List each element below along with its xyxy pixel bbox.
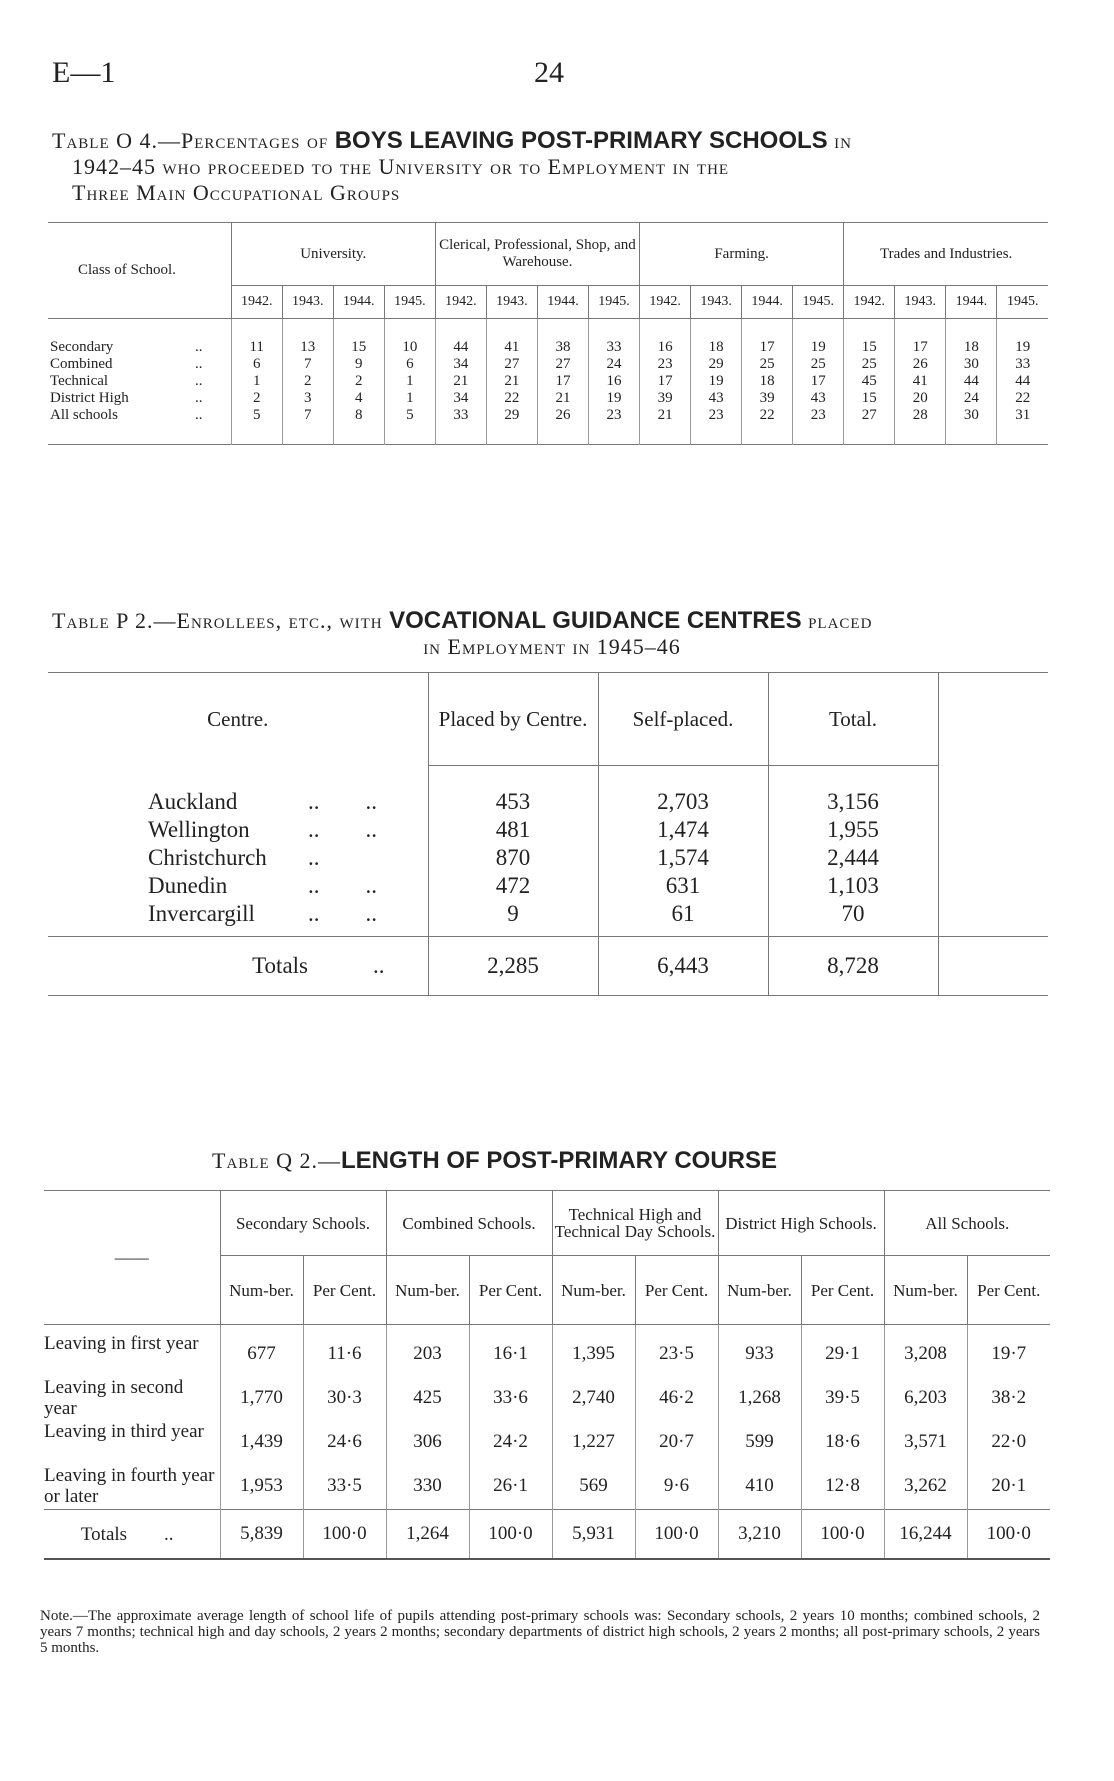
caption-line-2: 1942–45 who proceeded to the University or to Employment in the xyxy=(72,154,730,179)
value-cell: 569 xyxy=(552,1465,635,1510)
row-label-cell xyxy=(48,872,428,900)
value-cell: 23 xyxy=(793,407,844,424)
value-cell: 1,770 xyxy=(220,1377,303,1421)
value-cell: 25 xyxy=(793,356,844,373)
value-cell: 933 xyxy=(718,1333,801,1377)
page-section-code: E—1 xyxy=(52,56,116,89)
year-header: 1943. xyxy=(895,286,946,319)
group-header: Secondary Schools. xyxy=(220,1191,386,1256)
value-cell: 6 xyxy=(231,356,282,373)
value-cell: 31 xyxy=(997,407,1048,424)
value-cell: 23·5 xyxy=(635,1333,718,1377)
value-cell: 1 xyxy=(384,390,435,407)
value-cell: 29 xyxy=(486,407,537,424)
leader-dots: .. xyxy=(195,356,203,372)
caption-bold: BOYS LEAVING POST-PRIMARY SCHOOLS xyxy=(334,127,828,154)
value-cell: 33 xyxy=(997,356,1048,373)
percent-header: Per Cent. xyxy=(303,1256,386,1325)
page-number: 24 xyxy=(534,56,564,89)
leader-dots: .. xyxy=(308,845,320,870)
value-cell: 1 xyxy=(384,373,435,390)
value-cell: 19 xyxy=(793,339,844,356)
number-header: Num-ber. xyxy=(552,1256,635,1325)
value-cell: 19·7 xyxy=(967,1333,1050,1377)
row-label: Wellington xyxy=(148,817,250,842)
leader-dots: .. xyxy=(195,373,203,389)
caption-prefix: Table O 4.—Percentages of xyxy=(52,128,329,153)
value-cell: 1,439 xyxy=(220,1421,303,1465)
spacer-row xyxy=(48,766,1048,789)
leader-dots: .. .. xyxy=(308,817,377,842)
value-cell: 29 xyxy=(691,356,742,373)
value-cell: 22 xyxy=(997,390,1048,407)
year-header: 1945. xyxy=(997,286,1048,319)
year-header: 1943. xyxy=(282,286,333,319)
table-row xyxy=(48,900,1048,928)
row-label: Totals xyxy=(252,953,308,978)
value-cell: 39 xyxy=(742,390,793,407)
row-label-cell xyxy=(48,937,428,996)
number-header: Num-ber. xyxy=(718,1256,801,1325)
value-cell: 1,227 xyxy=(552,1421,635,1465)
table-row xyxy=(48,816,1048,844)
year-header: 1945. xyxy=(589,286,640,319)
value-cell: 8,728 xyxy=(768,937,938,996)
table-row xyxy=(48,872,1048,900)
value-cell: 1,268 xyxy=(718,1377,801,1421)
value-cell: 8 xyxy=(333,407,384,424)
percent-header: Per Cent. xyxy=(801,1256,884,1325)
value-cell: 27 xyxy=(844,407,895,424)
table-q2-caption xyxy=(212,1148,1012,1174)
value-cell: 16 xyxy=(589,373,640,390)
value-cell: 5 xyxy=(231,407,282,424)
number-header: Num-ber. xyxy=(386,1256,469,1325)
table-row xyxy=(48,339,1048,356)
value-cell: 453 xyxy=(428,788,598,816)
row-label: Leaving in second year xyxy=(44,1377,184,1419)
value-cell: 18 xyxy=(946,339,997,356)
blank-header xyxy=(938,673,1048,766)
row-label-cell xyxy=(48,339,231,356)
value-cell: 5,931 xyxy=(552,1510,635,1560)
value-cell: 17 xyxy=(742,339,793,356)
value-cell: 30 xyxy=(946,407,997,424)
value-cell: 39·5 xyxy=(801,1377,884,1421)
year-header: 1945. xyxy=(384,286,435,319)
value-cell: 26 xyxy=(895,356,946,373)
percent-header: Per Cent. xyxy=(469,1256,552,1325)
value-cell: 7 xyxy=(282,407,333,424)
totals-row xyxy=(44,1510,1050,1560)
value-cell: 16,244 xyxy=(884,1510,967,1560)
group-header: Clerical, Professional, Shop, and Warehouse. xyxy=(435,223,639,286)
leader-dots: .. .. xyxy=(308,873,377,898)
value-cell: 44 xyxy=(946,373,997,390)
leader-dots: .. .. xyxy=(308,901,377,926)
value-cell: 15 xyxy=(844,390,895,407)
centre-header: Centre. xyxy=(207,706,269,731)
value-cell: 410 xyxy=(718,1465,801,1510)
value-cell: 18 xyxy=(691,339,742,356)
table-row xyxy=(48,788,1048,816)
value-cell: 61 xyxy=(598,900,768,928)
value-cell: 25 xyxy=(742,356,793,373)
value-cell: 23 xyxy=(691,407,742,424)
value-cell: 21 xyxy=(486,373,537,390)
row-label-cell xyxy=(48,816,428,844)
value-cell: 3,210 xyxy=(718,1510,801,1560)
value-cell: 18·6 xyxy=(801,1421,884,1465)
row-label-cell xyxy=(48,844,428,872)
value-cell: 2 xyxy=(333,373,384,390)
value-cell: 16 xyxy=(640,339,691,356)
percent-header: Per Cent. xyxy=(635,1256,718,1325)
row-label: Leaving in fourth year or later xyxy=(44,1465,215,1507)
value-cell: 30 xyxy=(946,356,997,373)
caption-line-2: in Employment in 1945–46 xyxy=(423,634,681,659)
group-header: Trades and Industries. xyxy=(844,223,1048,286)
row-label-cell xyxy=(48,390,231,407)
row-label: District High xyxy=(50,390,129,406)
value-cell: 41 xyxy=(895,373,946,390)
value-cell: 33·5 xyxy=(303,1465,386,1510)
leader-dots: .. xyxy=(195,390,203,406)
value-cell: 3,262 xyxy=(884,1465,967,1510)
value-cell: 3,208 xyxy=(884,1333,967,1377)
value-cell: 45 xyxy=(844,373,895,390)
value-cell: 1,264 xyxy=(386,1510,469,1560)
group-header: Combined Schools. xyxy=(386,1191,552,1256)
value-cell: 6,443 xyxy=(598,937,768,996)
spacer-row xyxy=(48,424,1048,445)
table-row xyxy=(44,1465,1050,1510)
value-cell: 28 xyxy=(895,407,946,424)
value-cell: 22 xyxy=(742,407,793,424)
value-cell: 17 xyxy=(640,373,691,390)
value-cell: 26 xyxy=(537,407,588,424)
value-cell: 1,574 xyxy=(598,844,768,872)
value-cell: 472 xyxy=(428,872,598,900)
value-cell: 1,103 xyxy=(768,872,938,900)
blank-cell xyxy=(938,937,1048,996)
value-cell: 870 xyxy=(428,844,598,872)
value-cell: 100·0 xyxy=(303,1510,386,1560)
row-label-cell xyxy=(48,356,231,373)
group-header: All Schools. xyxy=(884,1191,1050,1256)
value-cell: 2,285 xyxy=(428,937,598,996)
total-header: Total. xyxy=(768,673,938,766)
stub-header: —— xyxy=(44,1191,220,1325)
table-row xyxy=(48,373,1048,390)
caption-prefix: Table Q 2.— xyxy=(212,1148,341,1173)
value-cell: 1,474 xyxy=(598,816,768,844)
value-cell: 481 xyxy=(428,816,598,844)
value-cell: 203 xyxy=(386,1333,469,1377)
value-cell: 29·1 xyxy=(801,1333,884,1377)
table-row xyxy=(44,1377,1050,1421)
row-label: Combined xyxy=(50,356,113,372)
year-header: 1944. xyxy=(333,286,384,319)
value-cell: 6,203 xyxy=(884,1377,967,1421)
value-cell: 2,740 xyxy=(552,1377,635,1421)
row-label-cell xyxy=(44,1510,220,1560)
year-header: 1943. xyxy=(691,286,742,319)
value-cell: 41 xyxy=(486,339,537,356)
value-cell: 20·1 xyxy=(967,1465,1050,1510)
leader-dots: .. xyxy=(164,1523,174,1545)
number-header: Num-ber. xyxy=(884,1256,967,1325)
row-label-cell xyxy=(48,407,231,424)
spacer-row xyxy=(48,319,1048,340)
value-cell: 34 xyxy=(435,356,486,373)
value-cell: 17 xyxy=(537,373,588,390)
leader-dots: .. .. xyxy=(308,789,377,814)
value-cell: 4 xyxy=(333,390,384,407)
row-label: Dunedin xyxy=(148,873,228,898)
table-o4-caption xyxy=(52,128,1052,206)
spacer-row xyxy=(48,928,1048,937)
year-header: 1943. xyxy=(486,286,537,319)
value-cell: 7 xyxy=(282,356,333,373)
value-cell: 100·0 xyxy=(469,1510,552,1560)
value-cell: 12·8 xyxy=(801,1465,884,1510)
value-cell: 25 xyxy=(844,356,895,373)
row-label: Auckland xyxy=(148,789,238,814)
value-cell: 15 xyxy=(844,339,895,356)
row-label: Leaving in first year xyxy=(44,1333,199,1354)
value-cell: 19 xyxy=(997,339,1048,356)
value-cell: 43 xyxy=(691,390,742,407)
row-label: Leaving in third year xyxy=(44,1421,204,1442)
value-cell: 21 xyxy=(537,390,588,407)
caption-bold: VOCATIONAL GUIDANCE CENTRES xyxy=(389,607,802,634)
value-cell: 11 xyxy=(231,339,282,356)
row-label: Technical xyxy=(50,373,109,389)
caption-bold: LENGTH OF POST-PRIMARY COURSE xyxy=(341,1147,778,1174)
blank-cell xyxy=(938,788,1048,816)
table-p2-caption xyxy=(52,608,1052,660)
value-cell: 43 xyxy=(793,390,844,407)
value-cell: 631 xyxy=(598,872,768,900)
value-cell: 5,839 xyxy=(220,1510,303,1560)
leader-dots: .. xyxy=(195,407,203,423)
value-cell: 38·2 xyxy=(967,1377,1050,1421)
value-cell: 17 xyxy=(895,339,946,356)
caption-prefix: Table P 2.—Enrollees, etc., with xyxy=(52,608,383,633)
table-row xyxy=(48,844,1048,872)
value-cell: 100·0 xyxy=(801,1510,884,1560)
row-label: Christchurch xyxy=(148,845,267,870)
value-cell: 22·0 xyxy=(967,1421,1050,1465)
value-cell: 15 xyxy=(333,339,384,356)
value-cell: 38 xyxy=(537,339,588,356)
value-cell: 21 xyxy=(640,407,691,424)
year-header: 1942. xyxy=(844,286,895,319)
year-header: 1945. xyxy=(793,286,844,319)
value-cell: 599 xyxy=(718,1421,801,1465)
self-placed-header: Self-placed. xyxy=(598,673,768,766)
group-header: District High Schools. xyxy=(718,1191,884,1256)
value-cell: 33 xyxy=(589,339,640,356)
value-cell: 306 xyxy=(386,1421,469,1465)
value-cell: 13 xyxy=(282,339,333,356)
table-row xyxy=(48,356,1048,373)
value-cell: 2,703 xyxy=(598,788,768,816)
placed-by-centre-header: Placed by Centre. xyxy=(428,673,598,766)
row-label: Invercargill xyxy=(148,901,255,926)
value-cell: 100·0 xyxy=(967,1510,1050,1560)
value-cell: 26·1 xyxy=(469,1465,552,1510)
value-cell: 23 xyxy=(589,407,640,424)
value-cell: 330 xyxy=(386,1465,469,1510)
table-p2 xyxy=(48,672,1048,996)
caption-suffix: placed xyxy=(808,608,873,633)
row-label-cell xyxy=(48,788,428,816)
value-cell: 9 xyxy=(333,356,384,373)
blank-cell xyxy=(938,900,1048,928)
value-cell: 677 xyxy=(220,1333,303,1377)
year-header: 1944. xyxy=(946,286,997,319)
leader-dots: .. xyxy=(373,953,385,978)
value-cell: 17 xyxy=(793,373,844,390)
value-cell: 44 xyxy=(997,373,1048,390)
year-header: 1942. xyxy=(435,286,486,319)
blank-cell xyxy=(938,844,1048,872)
value-cell: 3 xyxy=(282,390,333,407)
value-cell: 1 xyxy=(231,373,282,390)
caption-suffix: in xyxy=(834,128,852,153)
value-cell: 9·6 xyxy=(635,1465,718,1510)
year-header: 1944. xyxy=(742,286,793,319)
value-cell: 21 xyxy=(435,373,486,390)
table-row xyxy=(48,407,1048,424)
footnote: Note.—The approximate average length of school life of pupils attending post-primary schools was: Secondary schools, 2 years 10 months; combined schools, 2 years 7 months; technical high and day schools, 2 years 2 months; secondary departments of district high schools, 2 years 2 months; all post-primary schools, 2 years 5 months. xyxy=(40,1608,1040,1656)
percent-header: Per Cent. xyxy=(967,1256,1050,1325)
value-cell: 19 xyxy=(691,373,742,390)
value-cell: 100·0 xyxy=(635,1510,718,1560)
value-cell: 2,444 xyxy=(768,844,938,872)
value-cell: 27 xyxy=(486,356,537,373)
value-cell: 10 xyxy=(384,339,435,356)
table-q2 xyxy=(44,1190,1050,1560)
value-cell: 20·7 xyxy=(635,1421,718,1465)
value-cell: 22 xyxy=(486,390,537,407)
totals-row xyxy=(48,937,1048,996)
year-header: 1942. xyxy=(640,286,691,319)
value-cell: 9 xyxy=(428,900,598,928)
value-cell: 30·3 xyxy=(303,1377,386,1421)
value-cell: 11·6 xyxy=(303,1333,386,1377)
table-row xyxy=(44,1333,1050,1377)
value-cell: 34 xyxy=(435,390,486,407)
value-cell: 27 xyxy=(537,356,588,373)
value-cell: 23 xyxy=(640,356,691,373)
spacer-row xyxy=(44,1325,1050,1334)
blank-cell xyxy=(938,872,1048,900)
caption-line-3: Three Main Occupational Groups xyxy=(72,180,401,205)
value-cell: 2 xyxy=(231,390,282,407)
table-row xyxy=(48,390,1048,407)
value-cell: 3,571 xyxy=(884,1421,967,1465)
value-cell: 19 xyxy=(589,390,640,407)
leader-dots: .. xyxy=(195,339,203,355)
value-cell: 1,955 xyxy=(768,816,938,844)
value-cell: 24·6 xyxy=(303,1421,386,1465)
year-header: 1944. xyxy=(537,286,588,319)
year-header: 1942. xyxy=(231,286,282,319)
row-label: Secondary xyxy=(50,339,114,355)
row-label-cell xyxy=(48,373,231,390)
number-header: Num-ber. xyxy=(220,1256,303,1325)
value-cell: 6 xyxy=(384,356,435,373)
value-cell: 1,395 xyxy=(552,1333,635,1377)
group-header: University. xyxy=(231,223,435,286)
value-cell: 3,156 xyxy=(768,788,938,816)
value-cell: 46·2 xyxy=(635,1377,718,1421)
value-cell: 33·6 xyxy=(469,1377,552,1421)
value-cell: 24·2 xyxy=(469,1421,552,1465)
value-cell: 39 xyxy=(640,390,691,407)
value-cell: 1,953 xyxy=(220,1465,303,1510)
row-label-cell xyxy=(48,900,428,928)
value-cell: 16·1 xyxy=(469,1333,552,1377)
class-of-school-header: Class of School. xyxy=(48,223,231,319)
group-header: Farming. xyxy=(640,223,844,286)
blank-cell xyxy=(938,816,1048,844)
value-cell: 70 xyxy=(768,900,938,928)
value-cell: 33 xyxy=(435,407,486,424)
value-cell: 18 xyxy=(742,373,793,390)
row-label: Totals xyxy=(80,1523,128,1545)
value-cell: 20 xyxy=(895,390,946,407)
value-cell: 5 xyxy=(384,407,435,424)
value-cell: 44 xyxy=(435,339,486,356)
value-cell: 2 xyxy=(282,373,333,390)
value-cell: 24 xyxy=(589,356,640,373)
table-o4 xyxy=(48,222,1048,445)
row-label: All schools xyxy=(50,407,118,423)
group-header: Technical High and Technical Day Schools. xyxy=(552,1191,718,1256)
value-cell: 425 xyxy=(386,1377,469,1421)
value-cell: 24 xyxy=(946,390,997,407)
table-row xyxy=(44,1421,1050,1465)
